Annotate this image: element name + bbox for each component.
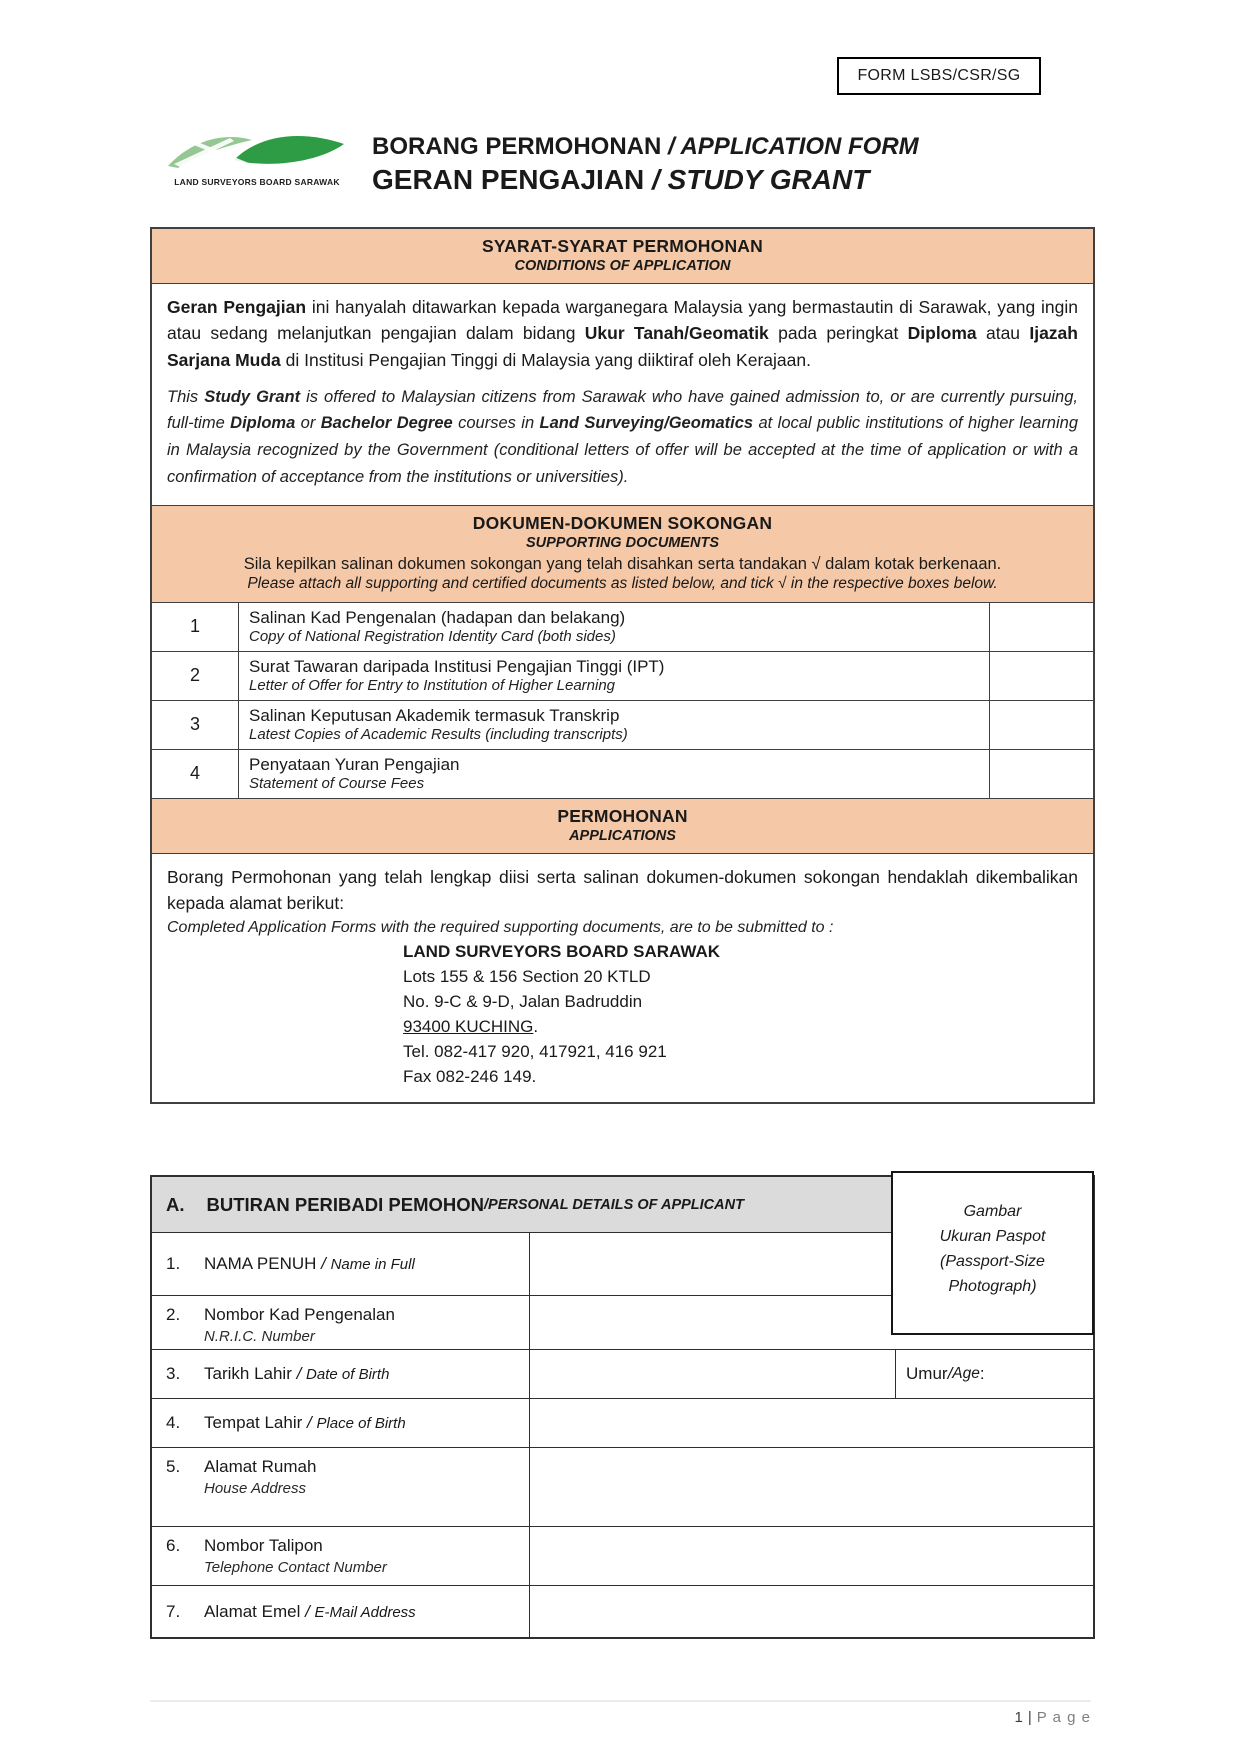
- address-line2: No. 9-C & 9-D, Jalan Badruddin: [403, 992, 643, 1012]
- address-city-line: [403, 1015, 1078, 1040]
- section-a-title-en: PERSONAL DETAILS OF APPLICANT: [488, 1196, 744, 1213]
- conditions-paragraph-ms: [167, 294, 1078, 373]
- document-2-text: [239, 652, 989, 700]
- row-6-label: [204, 1527, 529, 1585]
- lsbs-logo-graphic: [164, 128, 350, 176]
- row-1-label: [204, 1254, 529, 1274]
- document-1-tick-box[interactable]: [989, 603, 1093, 651]
- row-3-label-en: Date of Birth: [306, 1366, 390, 1383]
- row-place-of-birth: [152, 1399, 1093, 1448]
- row-6-number: 6.: [166, 1536, 181, 1555]
- form-code-text: FORM LSBS/CSR/SG: [857, 67, 1021, 84]
- row-3-label: [204, 1364, 529, 1384]
- applications-header: [152, 799, 1093, 854]
- document-row-4: [152, 750, 1093, 799]
- document-2-number: 2: [152, 652, 239, 700]
- age-label-colon: :: [979, 1364, 985, 1383]
- cond-en-b3: Bachelor Degree: [320, 414, 453, 433]
- cond-ms-b3: Diploma: [907, 323, 977, 344]
- cond-en-t1: is offered to Malaysian citizens from Sarawak who have gained admission to, or are currently pursuing, full-time: [167, 387, 1078, 433]
- document-1-number: 1: [152, 603, 239, 651]
- submission-address: [403, 940, 1078, 1090]
- row-5-number: 5.: [166, 1457, 181, 1476]
- row-4-label: [204, 1413, 529, 1433]
- row-2-label-ms: Nombor Kad Pengenalan: [204, 1305, 395, 1324]
- cond-en-b4: Land Surveying/Geomatics: [539, 414, 754, 433]
- address-city: 93400 KUCHING: [403, 1017, 534, 1037]
- documents-header-ms: DOKUMEN-DOKUMEN SOKONGAN: [472, 512, 773, 533]
- photo-box-line4: Photograph): [948, 1278, 1037, 1295]
- document-3-ms: Salinan Keputusan Akademik termasuk Transkrip: [249, 705, 620, 725]
- cond-ms-b1: Geran Pengajian: [167, 297, 307, 317]
- cond-ms-b2: Ukur Tanah/Geomatik: [584, 323, 769, 344]
- info-table: [150, 227, 1095, 1104]
- documents-note-en: Please attach all supporting and certified documents as listed below, and tick √ in the respective boxes below.: [247, 574, 998, 592]
- cond-en-t2: or: [295, 414, 321, 433]
- document-3-text: [239, 701, 989, 749]
- row-3-label-sep: /: [291, 1364, 307, 1383]
- title-line1-en: APPLICATION FORM: [680, 133, 919, 160]
- address-fax: Fax 082-246 149.: [403, 1067, 537, 1087]
- cond-ms-t1: ini hanyalah ditawarkan kepada warganegara Malaysia yang bermastautin di Sarawak, yang ingin atau sedang melanjutkan pengajian dalam bidang: [167, 297, 1078, 344]
- document-row-2: [152, 652, 1093, 701]
- page-number-value: 1: [1014, 1709, 1023, 1726]
- document-1-ms: Salinan Kad Pengenalan (hadapan dan belakang): [249, 607, 626, 627]
- document-3-number: 3: [152, 701, 239, 749]
- row-2-label-en: N.R.I.C. Number: [204, 1328, 315, 1345]
- conditions-header-ms: SYARAT-SYARAT PERMOHONAN: [482, 236, 763, 256]
- document-row-1: [152, 603, 1093, 652]
- lsbs-logo-caption: LAND SURVEYORS BOARD SARAWAK: [174, 177, 340, 187]
- email-address-input-cell[interactable]: [530, 1586, 1093, 1637]
- document-4-ms: Penyataan Yuran Pengajian: [249, 754, 460, 774]
- page-number: [1014, 1709, 1091, 1726]
- row-4-label-sep: /: [302, 1413, 317, 1432]
- cond-en-t0: This: [167, 387, 205, 406]
- age-label-sep: /: [947, 1364, 953, 1383]
- row-house-address: [152, 1448, 1093, 1527]
- form-code-box: [837, 57, 1041, 95]
- row-2-number: 2.: [166, 1305, 181, 1324]
- row-6-label-cell: [152, 1527, 530, 1585]
- row-1-label-ms: NAMA PENUH: [204, 1254, 317, 1273]
- title-line1-sep: /: [661, 133, 681, 160]
- conditions-paragraph-en: [167, 384, 1078, 491]
- passport-photo-box[interactable]: [891, 1171, 1094, 1335]
- row-date-of-birth: [152, 1350, 1093, 1399]
- row-1-label-sep: /: [316, 1254, 331, 1273]
- row-telephone-number: [152, 1527, 1093, 1586]
- row-6-label-en: Telephone Contact Number: [204, 1559, 387, 1576]
- applications-header-ms: PERMOHONAN: [557, 805, 688, 826]
- row-7-label-sep: /: [300, 1601, 315, 1621]
- row-2-label-cell: [152, 1296, 530, 1349]
- document-1-en: Copy of National Registration Identity Card (both sides): [249, 627, 616, 645]
- conditions-header: [152, 229, 1093, 284]
- photo-box-line3: (Passport-Size: [940, 1253, 1045, 1270]
- cond-ms-t4: di Institusi Pengajian Tinggi di Malaysia yang diiktiraf oleh Kerajaan.: [280, 349, 811, 370]
- document-row-3: [152, 701, 1093, 750]
- documents-header: [152, 506, 1093, 603]
- telephone-number-input-cell[interactable]: [530, 1527, 1093, 1585]
- lsbs-logo: [164, 128, 350, 187]
- conditions-body: [152, 284, 1093, 506]
- row-2-label: [204, 1296, 529, 1349]
- date-of-birth-input-cell[interactable]: [530, 1350, 895, 1398]
- document-4-number: 4: [152, 750, 239, 798]
- row-5-label-ms: Alamat Rumah: [204, 1457, 317, 1476]
- age-label-ms: Umur: [906, 1364, 948, 1383]
- row-3-label-cell: [152, 1350, 530, 1398]
- page-number-separator: |: [1027, 1709, 1032, 1726]
- title-line1-ms: BORANG PERMOHONAN: [372, 133, 662, 160]
- cond-ms-b4: Ijazah Sarjana Muda: [167, 323, 1078, 370]
- section-a-title-sep: /: [484, 1196, 489, 1213]
- document-4-tick-box[interactable]: [989, 750, 1093, 798]
- row-5-label: [204, 1448, 529, 1526]
- row-5-label-cell: [152, 1448, 530, 1526]
- age-label-en: Age: [952, 1365, 980, 1382]
- row-7-label-en: E-Mail Address: [314, 1603, 416, 1621]
- section-a-label: A.: [166, 1193, 185, 1215]
- row-7-label: [204, 1602, 529, 1622]
- row-7-label-cell: [152, 1586, 530, 1637]
- document-1-text: [239, 603, 989, 651]
- cond-en-b1: Study Grant: [204, 387, 301, 406]
- row-4-number: 4.: [166, 1413, 181, 1432]
- cond-ms-t2: pada peringkat: [768, 323, 908, 344]
- row-3-label-ms: Tarikh Lahir: [204, 1364, 292, 1383]
- cond-en-t3: courses in: [452, 414, 540, 433]
- document-4-text: [239, 750, 989, 798]
- age-cell[interactable]: [895, 1350, 1093, 1398]
- row-1-number: 1.: [166, 1254, 181, 1273]
- title-line2-ms: GERAN PENGAJIAN: [372, 164, 645, 195]
- cond-ms-t3: atau: [976, 323, 1030, 344]
- title-line2-en: STUDY GRANT: [667, 164, 870, 195]
- photo-box-line2: Ukuran Paspot: [939, 1228, 1046, 1245]
- row-1-label-en: Name in Full: [330, 1256, 415, 1273]
- section-a-title-ms: BUTIRAN PERIBADI PEMOHON: [206, 1193, 485, 1215]
- documents-header-en: SUPPORTING DOCUMENTS: [525, 534, 720, 551]
- applications-body-en: Completed Application Forms with the required supporting documents, are to be submitted to :: [167, 919, 834, 937]
- row-4-label-ms: Tempat Lahir: [204, 1413, 303, 1432]
- title-line2-sep: /: [644, 164, 668, 195]
- applications-header-en: APPLICATIONS: [569, 827, 676, 844]
- conditions-header-en: CONDITIONS OF APPLICATION: [514, 258, 731, 274]
- row-4-label-en: Place of Birth: [316, 1415, 406, 1432]
- document-2-en: Letter of Offer for Entry to Institution of Higher Learning: [249, 676, 616, 694]
- document-2-tick-box[interactable]: [989, 652, 1093, 700]
- photo-box-line1: Gambar: [963, 1203, 1022, 1220]
- address-tel: Tel. 082-417 920, 417921, 416 921: [403, 1042, 667, 1062]
- cond-en-t4: at local public institutions of higher learning in Malaysia recognized by the Government (conditional letters of offer will be accepted at the time of application or with a confirmation of acceptance from the institutions or universities).: [167, 414, 1079, 486]
- applications-body-ms: Borang Permohonan yang telah lengkap diisi serta salinan dokumen-dokumen sokongan hendaklah dikembalikan kepada alamat berikut:: [167, 866, 1078, 913]
- form-title: [372, 132, 919, 197]
- page-number-label: P a g e: [1036, 1709, 1091, 1726]
- row-4-label-cell: [152, 1399, 530, 1447]
- applications-body: [152, 854, 1093, 1102]
- form-title-line1: [372, 132, 919, 162]
- row-7-number: 7.: [166, 1601, 181, 1621]
- footer-divider: [150, 1700, 1091, 1702]
- document-4-en: Statement of Course Fees: [249, 774, 425, 792]
- row-1-label-cell: [152, 1233, 530, 1295]
- cond-en-b2: Diploma: [230, 414, 296, 433]
- address-name: LAND SURVEYORS BOARD SARAWAK: [403, 942, 721, 962]
- row-5-label-en: House Address: [204, 1480, 306, 1497]
- house-address-input-cell[interactable]: [530, 1448, 1093, 1526]
- place-of-birth-input-cell[interactable]: [530, 1399, 1093, 1447]
- document-2-ms: Surat Tawaran daripada Institusi Pengajian Tinggi (IPT): [249, 656, 665, 676]
- row-email-address: [152, 1586, 1093, 1637]
- document-3-tick-box[interactable]: [989, 701, 1093, 749]
- document-3-en: Latest Copies of Academic Results (including transcripts): [249, 725, 628, 743]
- row-3-number: 3.: [166, 1364, 181, 1383]
- documents-note-ms: Sila kepilkan salinan dokumen sokongan yang telah disahkan serta tandakan √ dalam kotak berkenaan.: [243, 554, 1002, 573]
- address-city-suffix: .: [533, 1017, 539, 1037]
- row-6-label-ms: Nombor Talipon: [204, 1536, 323, 1555]
- address-line1: Lots 155 & 156 Section 20 KTLD: [403, 967, 651, 987]
- row-7-label-ms: Alamat Emel: [204, 1601, 301, 1621]
- form-title-line2: [372, 162, 919, 197]
